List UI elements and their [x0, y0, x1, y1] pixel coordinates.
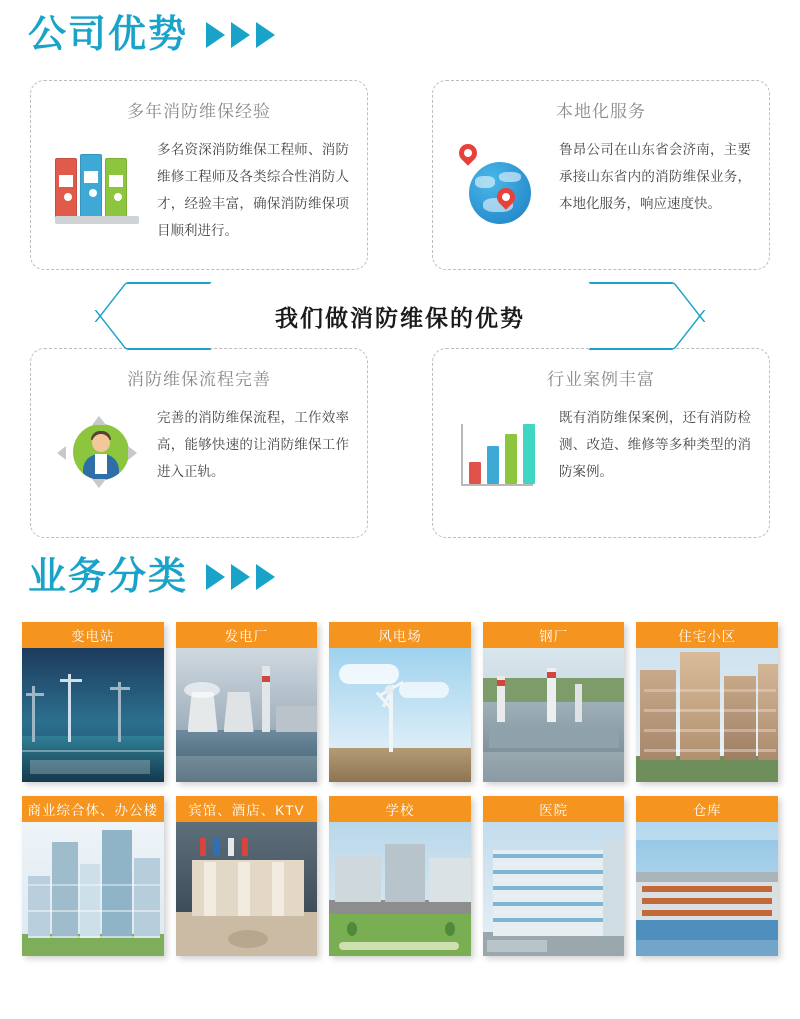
- chevron-decoration: [588, 310, 705, 350]
- category-card-residential[interactable]: [636, 622, 778, 782]
- category-image-hospital: [483, 822, 625, 956]
- category-image-school: [329, 822, 471, 956]
- category-label: 仓库: [636, 796, 778, 822]
- business-section-heading: [0, 558, 800, 596]
- chevron-decoration: [94, 310, 211, 350]
- advantage-cards-area: [0, 80, 800, 550]
- advantage-center-banner: [0, 276, 800, 356]
- category-card-hospital[interactable]: [483, 796, 625, 956]
- arrow-down-icon: [92, 479, 106, 488]
- business-heading-text: 业务分类: [28, 556, 189, 598]
- triangle-right-icon: [231, 564, 250, 590]
- category-card-substation[interactable]: [22, 622, 164, 782]
- category-image-hotel: [176, 822, 318, 956]
- triangle-right-icon: [206, 22, 225, 48]
- category-label: 发电厂: [176, 622, 318, 648]
- category-image-windfarm: [329, 648, 471, 782]
- advantage-heading-text: 公司优势: [28, 14, 189, 56]
- arrow-right-icon: [128, 446, 137, 460]
- advantage-card-experience: [30, 80, 368, 270]
- heading-arrows: [206, 564, 275, 590]
- business-category-grid: [0, 622, 800, 956]
- advantage-cards-row-bottom: [30, 348, 770, 538]
- advantage-card-body: [451, 404, 751, 500]
- triangle-right-icon: [206, 564, 225, 590]
- chevron-decoration: [94, 282, 211, 322]
- advantage-card-cases: [432, 348, 770, 538]
- advantage-card-body: [49, 404, 349, 500]
- category-card-school[interactable]: [329, 796, 471, 956]
- map-pin-icon: [455, 140, 480, 165]
- category-image-substation: [22, 648, 164, 782]
- category-card-hotel[interactable]: [176, 796, 318, 956]
- chevron-decoration: [588, 282, 705, 322]
- triangle-right-icon: [256, 22, 275, 48]
- arrow-left-icon: [57, 446, 66, 460]
- category-image-steelmill: [483, 648, 625, 782]
- category-label: 变电站: [22, 622, 164, 648]
- advantage-card-title: 多年消防维保经验: [127, 102, 271, 121]
- category-card-steelmill[interactable]: [483, 622, 625, 782]
- category-card-warehouse[interactable]: [636, 796, 778, 956]
- advantage-card-title: 本地化服务: [556, 102, 646, 121]
- advantage-card-text: 多名资深消防维保工程师、消防维修工程师及各类综合性消防人才，经验丰富，确保消防维保项目顺利进行。: [157, 142, 349, 238]
- category-image-commercial: [22, 822, 164, 956]
- binders-icon: [49, 136, 145, 232]
- category-card-powerplant[interactable]: [176, 622, 318, 782]
- advantage-card-title: 消防维保流程完善: [127, 370, 271, 389]
- advantage-card-text: 鲁昂公司在山东省会济南，主要承接山东省内的消防维保业务，本地化服务，响应速度快。: [559, 142, 751, 211]
- category-label: 住宅小区: [636, 622, 778, 648]
- category-label: 宾馆、酒店、KTV: [176, 796, 318, 822]
- globe-location-icon: [451, 136, 547, 232]
- category-label: 医院: [483, 796, 625, 822]
- advantage-section-heading: [0, 0, 800, 54]
- advantage-card-body: [451, 136, 751, 232]
- category-label: 商业综合体、办公楼: [22, 796, 164, 822]
- category-image-powerplant: [176, 648, 318, 782]
- arrow-up-icon: [92, 416, 106, 425]
- bar-chart-icon: [451, 404, 547, 500]
- category-image-warehouse: [636, 822, 778, 956]
- advantage-card-local-service: [432, 80, 770, 270]
- advantage-cards-row-top: [30, 80, 770, 270]
- advantage-card-text: 既有消防维保案例，还有消防检测、改造、维修等多种类型的消防案例。: [559, 410, 751, 479]
- category-card-windfarm[interactable]: [329, 622, 471, 782]
- advantage-banner-text: 我们做消防维保的优势: [259, 300, 541, 333]
- category-label: 风电场: [329, 622, 471, 648]
- advantage-card-process: [30, 348, 368, 538]
- triangle-right-icon: [231, 22, 250, 48]
- advantage-card-text: 完善的消防维保流程，工作效率高，能够快速的让消防维保工作进入正轨。: [157, 410, 349, 479]
- heading-arrows: [206, 22, 275, 48]
- category-label: 学校: [329, 796, 471, 822]
- triangle-right-icon: [256, 564, 275, 590]
- category-card-commercial[interactable]: [22, 796, 164, 956]
- advantage-card-body: [49, 136, 349, 244]
- advantage-card-title: 行业案例丰富: [547, 370, 655, 389]
- person-process-icon: [49, 404, 145, 500]
- category-image-residential: [636, 648, 778, 782]
- category-label: 钢厂: [483, 622, 625, 648]
